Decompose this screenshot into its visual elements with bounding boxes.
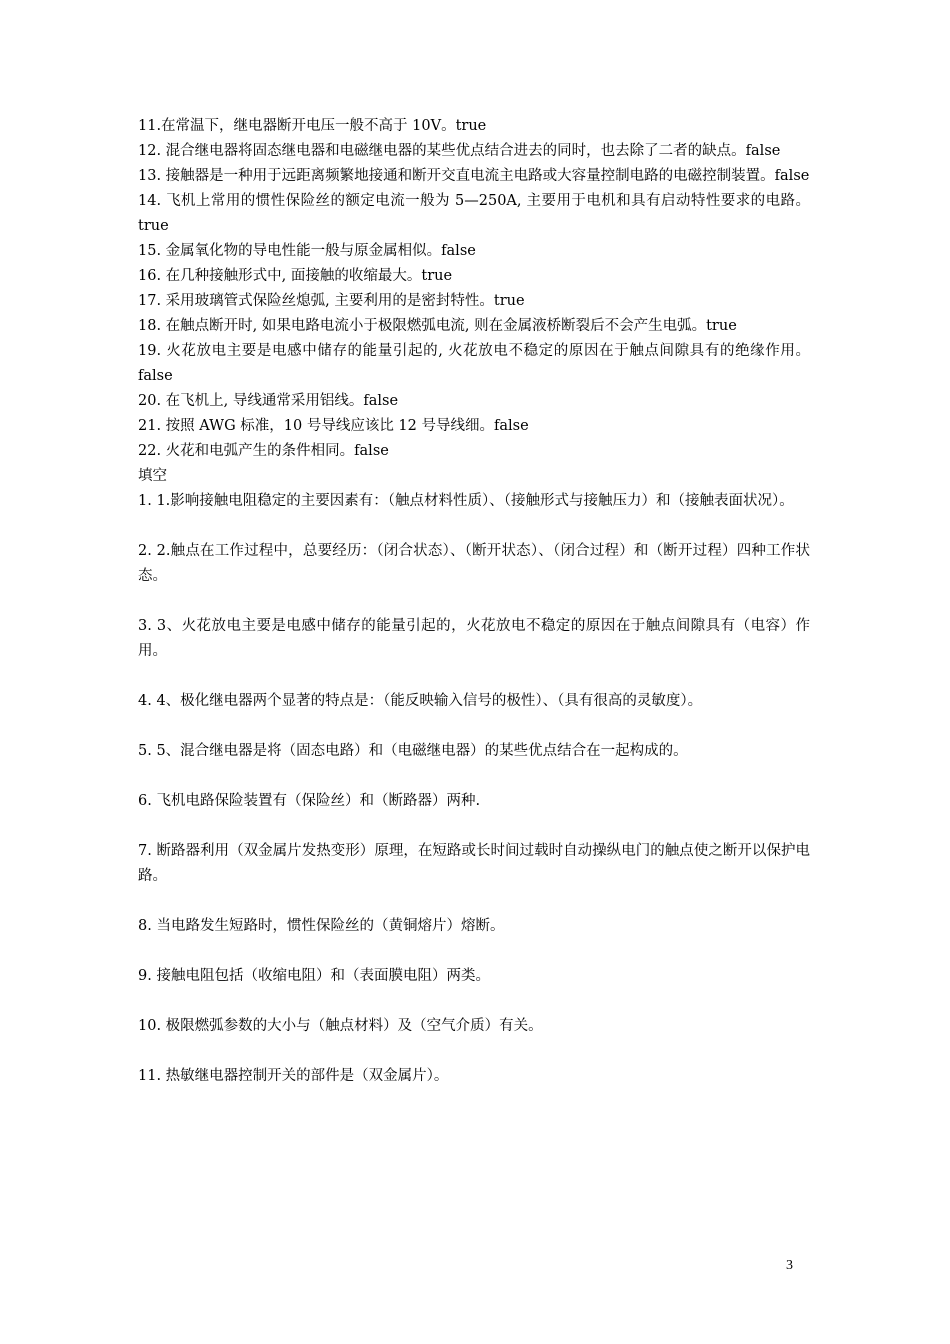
fill-item-2: 2. 2.触点在工作过程中，总要经历：（闭合状态）、（断开状态）、（闭合过程）和（断开过程）四种工作状态。 [138, 543, 810, 584]
tf-item-19: 19. 火花放电主要是电感中储存的能量引起的, 火花放电不稳定的原因在于触点间隙具有的绝缘作用。false [138, 343, 810, 384]
tf-item-17: 17. 采用玻璃管式保险丝熄弧, 主要利用的是密封特性。true [138, 293, 525, 309]
section-heading-fill-in: 填空 [138, 468, 167, 484]
fill-item-1: 1. 1.影响接触电阻稳定的主要因素有：（触点材料性质）、（接触形式与接触压力）和（接触表面状况）。 [138, 493, 794, 509]
tf-item-18: 18. 在触点断开时, 如果电路电流小于极限燃弧电流, 则在金属液桥断裂后不会产生电弧。true [138, 318, 737, 334]
tf-item-13: 13. 接触器是一种用于远距离频繁地接通和断开交直电流主电路或大容量控制电路的电磁控制装置。false [138, 168, 810, 184]
fill-item-9: 9. 接触电阻包括（收缩电阻）和（表面膜电阻）两类。 [138, 968, 490, 984]
page-number: 3 [786, 1258, 793, 1273]
tf-item-20: 20. 在飞机上, 导线通常采用铝线。false [138, 393, 399, 409]
document-body [138, 114, 810, 1114]
fill-item-7: 7. 断路器利用（双金属片发热变形）原理，在短路或长时间过载时自动操纵电门的触点使之断开以保护电路。 [138, 843, 810, 884]
fill-item-11: 11. 热敏继电器控制开关的部件是（双金属片）。 [138, 1068, 449, 1084]
tf-item-22: 22. 火花和电弧产生的条件相同。false [138, 443, 389, 459]
fill-item-8: 8. 当电路发生短路时，惯性保险丝的（黄铜熔片）熔断。 [138, 918, 505, 934]
fill-item-4: 4. 4、极化继电器两个显著的特点是：（能反映输入信号的极性）、（具有很高的灵敏度）。 [138, 693, 703, 709]
tf-item-12: 12. 混合继电器将固态继电器和电磁继电器的某些优点结合进去的同时，也去除了二者的缺点。false [138, 143, 781, 159]
tf-item-11: 11.在常温下，继电器断开电压一般不高于 10V。true [138, 118, 487, 134]
fill-item-6: 6. 飞机电路保险装置有（保险丝）和（断路器）两种. [138, 793, 481, 809]
fill-item-3: 3. 3、火花放电主要是电感中储存的能量引起的，火花放电不稳定的原因在于触点间隙具有（电容）作用。 [138, 618, 810, 659]
tf-item-14: 14. 飞机上常用的惯性保险丝的额定电流一般为 5—250A, 主要用于电机和具有启动特性要求的电路。true [138, 193, 810, 234]
fill-item-10: 10. 极限燃弧参数的大小与（触点材料）及（空气介质）有关。 [138, 1018, 543, 1034]
tf-item-16: 16. 在几种接触形式中, 面接触的收缩最大。true [138, 268, 453, 284]
tf-item-15: 15. 金属氧化物的导电性能一般与原金属相似。false [138, 243, 476, 259]
tf-item-21: 21. 按照 AWG 标准，10 号导线应该比 12 号导线细。false [138, 418, 529, 434]
fill-item-5: 5. 5、混合继电器是将（固态电路）和（电磁继电器）的某些优点结合在一起构成的。 [138, 743, 688, 759]
